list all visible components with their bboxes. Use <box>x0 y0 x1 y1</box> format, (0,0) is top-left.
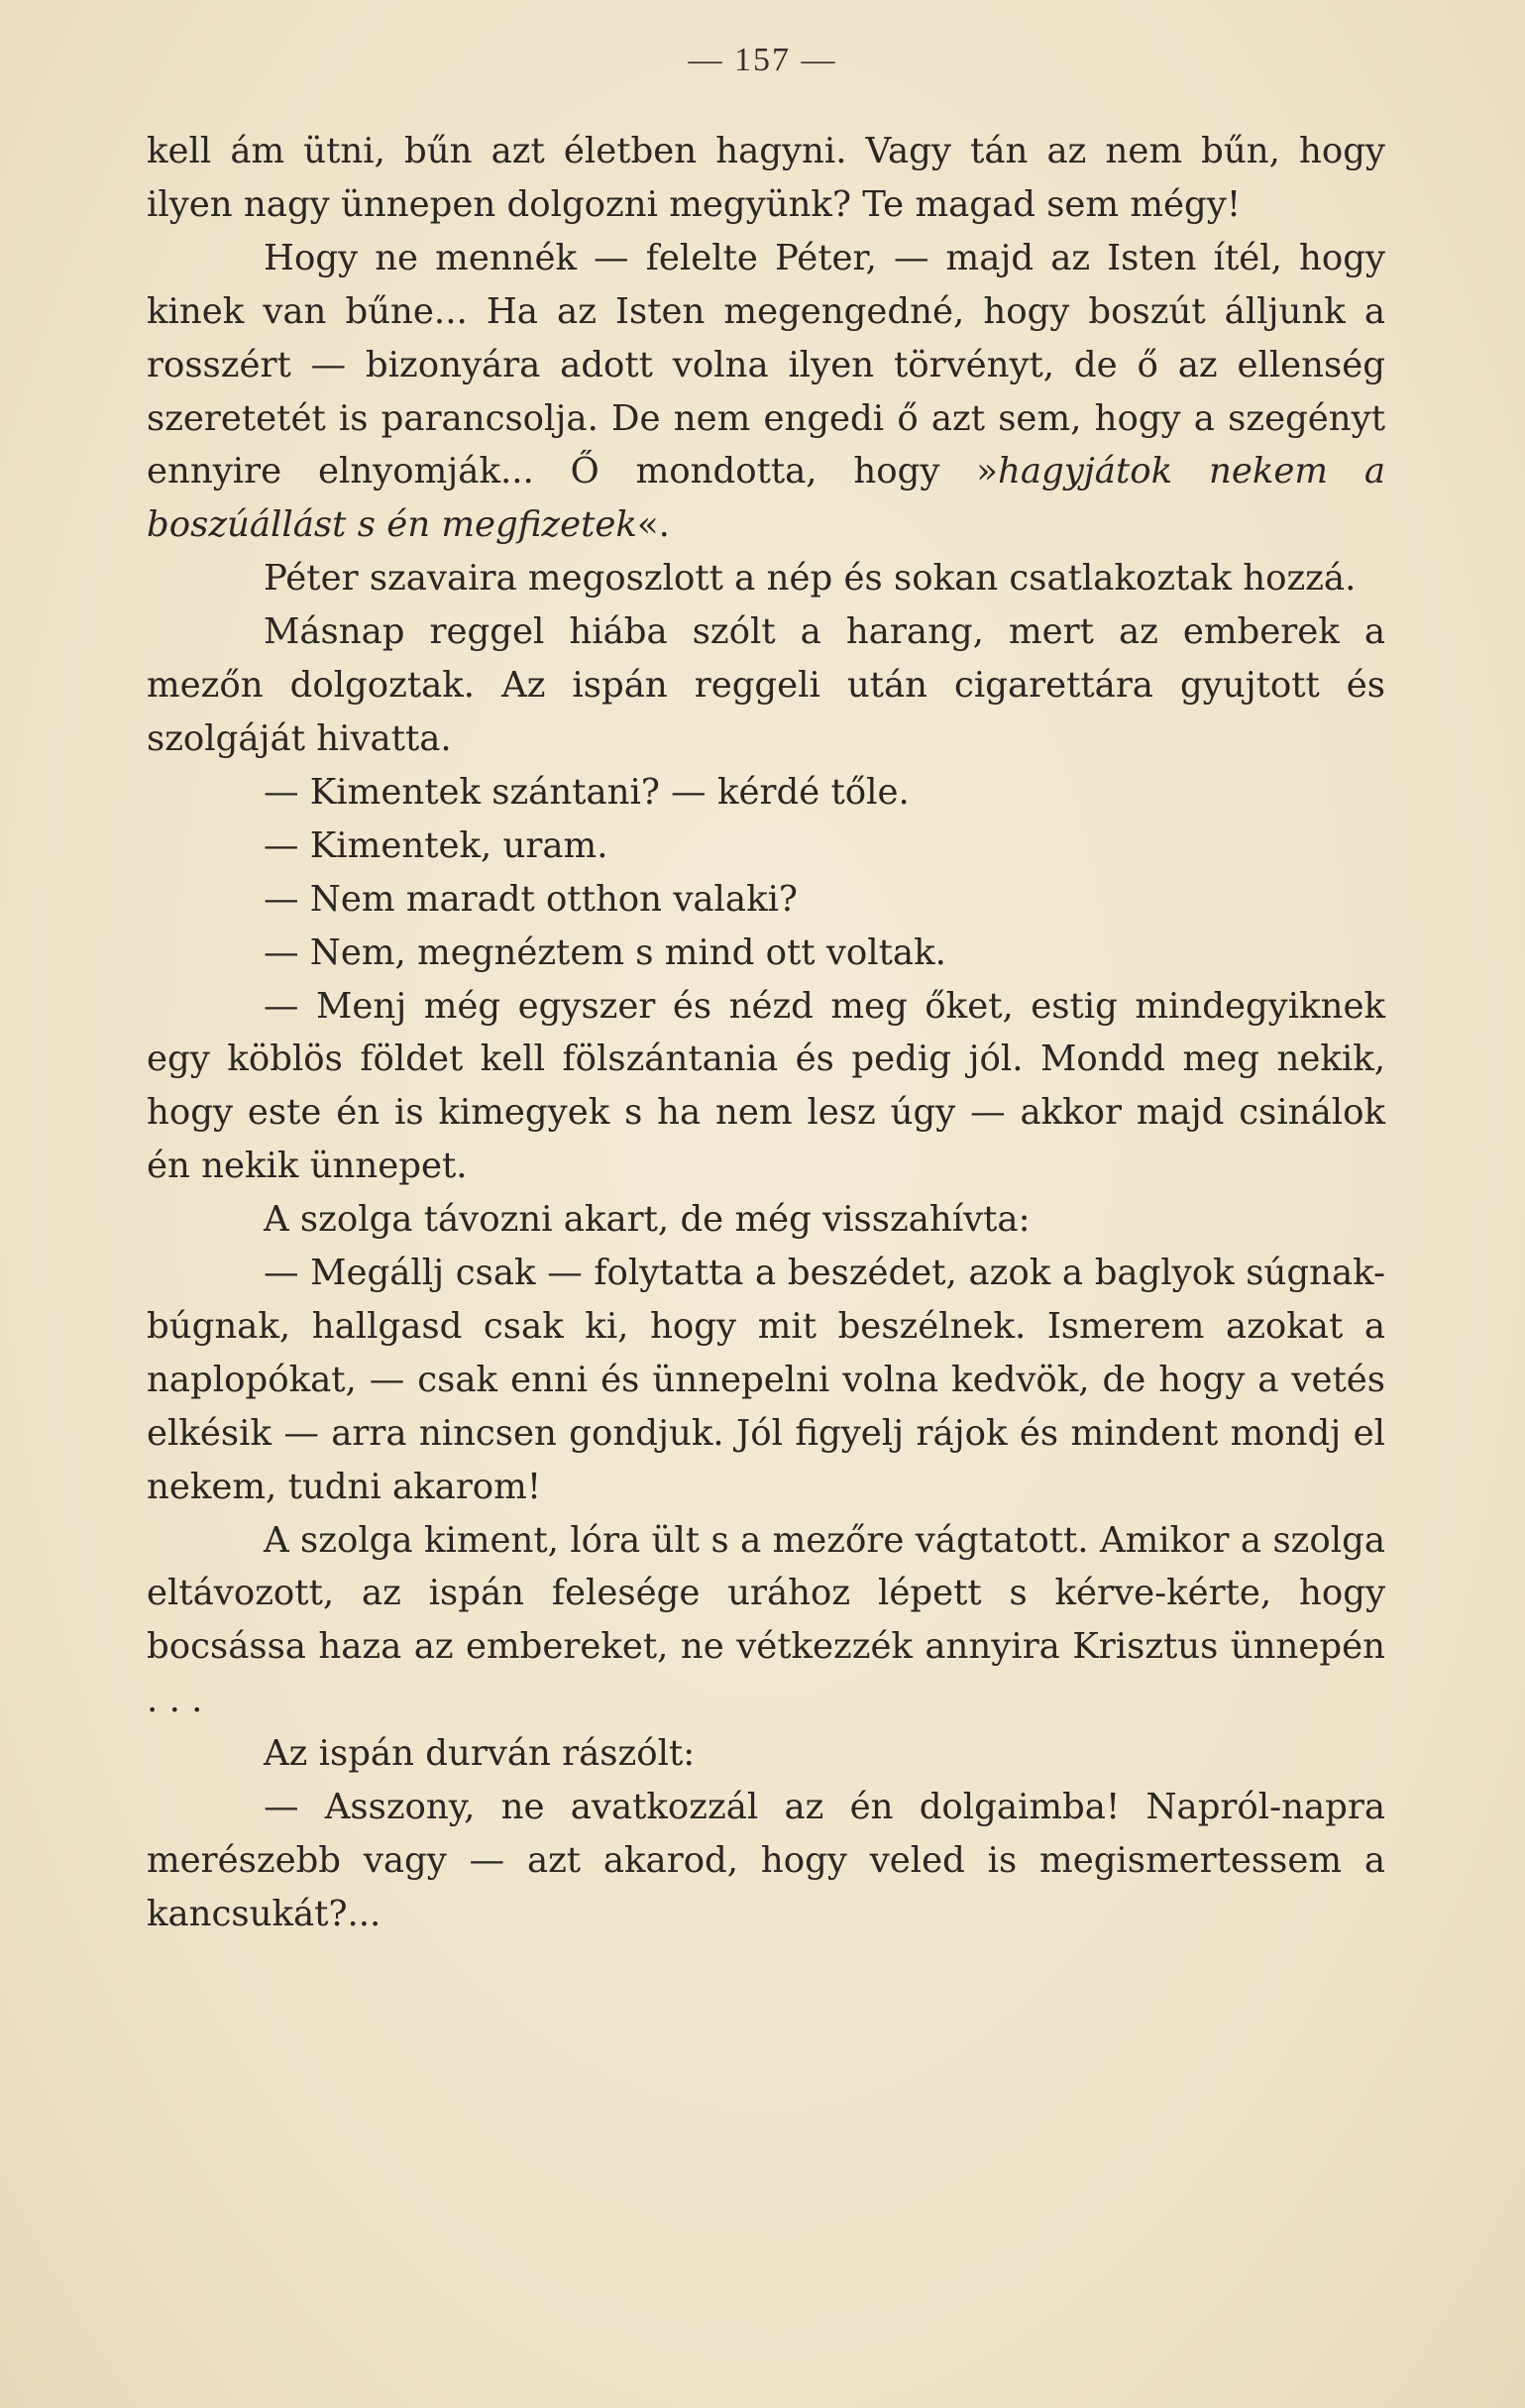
dialogue-line: — Asszony, ne avatkozzál az én dolgaimba! Napról-napra merészebb vagy — azt akarod, hogy veled is megismertessem a kancsukát?... <box>147 1787 1385 1934</box>
dialogue-line: — Nem maradt otthon valaki? <box>264 878 798 920</box>
paragraph-text: Hogy ne mennék — felelte Péter, — majd az Isten ítél, hogy kinek van bűne... Ha az Isten megengedné, hogy boszút álljunk a rosszért — bizonyára adott volna ilyen törvényt, de ő az ellenség szeretetét is parancsolja. De nem engedi ő azt sem, hogy a szegényt ennyire elnyomják... Ő mondotta, hogy » <box>147 237 1385 493</box>
paragraph: Péter szavaira megoszlott a nép és sokan csatlakoztak hozzá. <box>264 558 1357 600</box>
italic-quote: hagyjátok nekem a boszúállást s én megfizetek <box>147 451 1386 546</box>
page-number: — 157 — <box>688 42 837 78</box>
dialogue-line: — Menj még egyszer és nézd meg őket, estig mindegyiknek egy köblös földet kell fölszántania és pedig jól. Mondd meg nekik, hogy este én is kimegyek s ha nem lesz úgy — akkor majd csinálok én nekik ünnepet. <box>147 985 1385 1187</box>
paragraph: Az ispán durván rászólt: <box>264 1733 696 1775</box>
paragraph: Másnap reggel hiába szólt a harang, mert az emberek a mezőn dolgoztak. Az ispán reggeli után cigarettára gyujtott és szolgáját hivatta. <box>147 611 1385 759</box>
paragraph: A szolga kiment, lóra ült s a mezőre vágtatott. Amikor a szolga eltávozott, az ispán felesége urához lépett s kérve-kérte, hogy bocsássa haza az embereket, ne vétkezzék annyira Krisztus ünnepén . . . <box>147 1519 1385 1721</box>
dialogue-line: — Nem, megnéztem s mind ott voltak. <box>264 931 946 973</box>
dialogue-line: — Kimentek, uram. <box>264 824 608 866</box>
paragraph <box>147 232 1385 552</box>
dialogue-line: — Megállj csak — folytatta a beszédet, azok a baglyok súgnak-búgnak, hallgasd csak ki, hogy mit beszélnek. Ismerem azokat a naplopókat, — csak enni és ünnepelni volna kedvök, de hogy a vetés elkésik — arra nincsen gondjuk. Jól figyelj rájok és mindent mondj el nekem, tudni akarom! <box>147 1253 1385 1507</box>
paragraph-text-end: «. <box>636 504 670 546</box>
dialogue-line: — Kimentek szántani? — kérdé tőle. <box>264 771 910 813</box>
paragraph: A szolga távozni akart, de még visszahívta: <box>264 1199 1031 1241</box>
paragraph: kell ám ütni, bűn azt életben hagyni. Vagy tán az nem bűn, hogy ilyen nagy ünnepen dolgozni megyünk? Te magad sem mégy! <box>147 131 1385 225</box>
body-text <box>147 125 1385 1941</box>
